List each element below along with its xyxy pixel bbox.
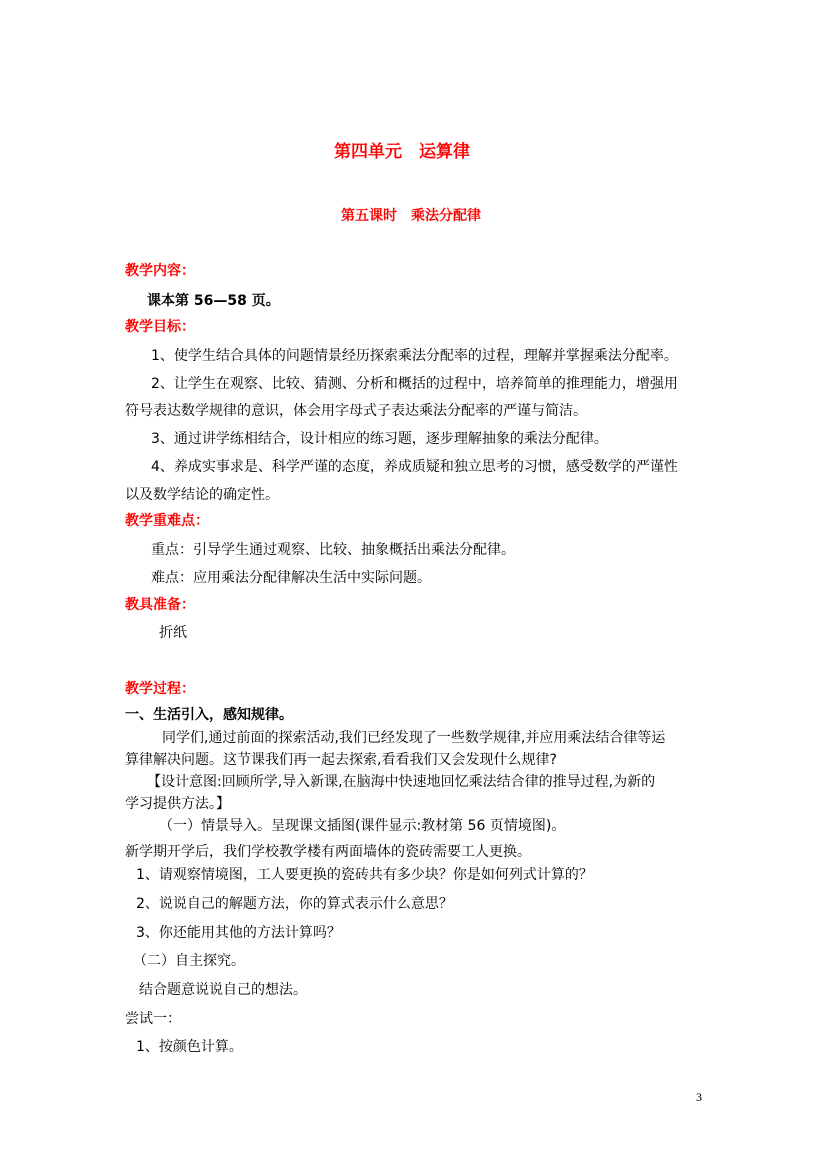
tools-text: 折纸 — [159, 625, 187, 641]
goal-line: 1、使学生结合具体的问题情景经历探索乘法分配率的过程，理解并掌握乘法分配率。 — [151, 348, 678, 364]
unit-title: 第四单元 运算律 — [334, 142, 470, 162]
body-line: 算律解决问题。这节课我们再一起去探索,看看我们又会发现什么规律? — [125, 752, 557, 768]
keypoint-line: 难点：应用乘法分配律解决生活中实际问题。 — [151, 570, 431, 586]
body-line: 同学们,通过前面的探索活动,我们已经发现了一些数学规律,并应用乘法结合律等运 — [162, 730, 666, 746]
heading-content: 教学内容： — [125, 263, 195, 279]
body-line: 新学期开学后，我们学校教学楼有两面墙体的瓷砖需要工人更换。 — [125, 844, 531, 860]
keypoint-line: 重点：引导学生通过观察、比较、抽象概括出乘法分配律。 — [151, 542, 515, 558]
goal-line: 4、养成实事求是、科学严谨的态度，养成质疑和独立思考的习惯，感受数学的严谨性 — [151, 459, 678, 475]
goal-line: 2、让学生在观察、比较、猜测、分析和概括的过程中，培养简单的推理能力，增强用 — [151, 376, 678, 392]
body-line: 学习提供方法。】 — [125, 796, 230, 812]
heading-tools: 教具准备： — [125, 597, 195, 613]
body-line: （二）自主探究。 — [133, 953, 245, 969]
lesson-subtitle: 第五课时 乘法分配律 — [341, 208, 481, 224]
body-line: 2、说说自己的解题方法，你的算式表示什么意思？ — [136, 896, 453, 912]
body-line: 尝试一： — [125, 1011, 181, 1027]
content-text: 课本第 56—58 页。 — [147, 293, 280, 309]
goal-line: 以及数学结论的确定性。 — [125, 487, 279, 503]
page-number: 3 — [696, 1090, 702, 1104]
goal-line: 符号表达数学规律的意识，体会用字母式子表达乘法分配率的严谨与简洁。 — [125, 403, 587, 419]
body-line: 1、按颜色计算。 — [136, 1039, 243, 1055]
body-line: （一）情景导入。呈现课文插图(课件显示:教材第 56 页情境图)。 — [159, 818, 566, 834]
heading-goals: 教学目标： — [125, 319, 195, 335]
section-title: 一、生活引入，感知规律。 — [125, 707, 293, 723]
body-line: 【设计意图:回顾所学,导入新课,在脑海中快速地回忆乘法结合律的推导过程,为新的 — [147, 774, 656, 790]
body-line: 1、请观察情境图，工人要更换的瓷砖共有多少块？你是如何列式计算的？ — [136, 867, 593, 883]
heading-keypoints: 教学重难点： — [125, 513, 209, 529]
body-line: 结合题意说说自己的想法。 — [139, 982, 307, 998]
body-line: 3、你还能用其他的方法计算吗？ — [136, 925, 341, 941]
goal-line: 3、通过讲学练相结合，设计相应的练习题，逐步理解抽象的乘法分配律。 — [151, 431, 608, 447]
heading-process: 教学过程： — [125, 681, 195, 697]
